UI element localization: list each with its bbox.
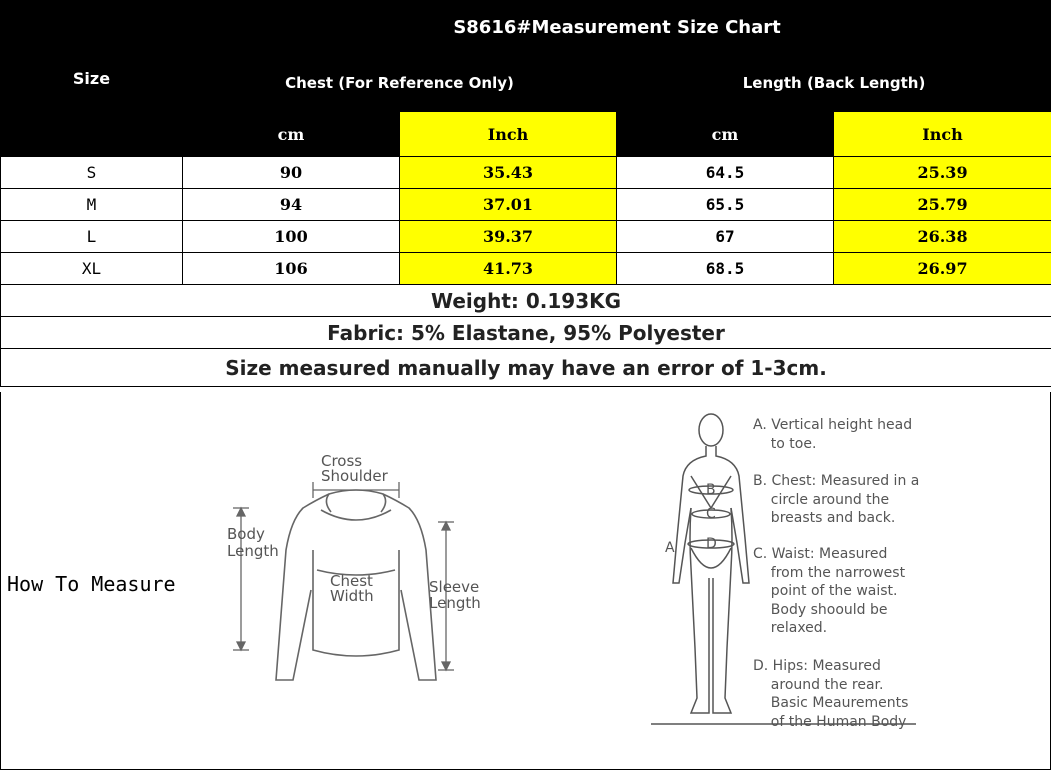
length-cm-cell: 65.5 (617, 189, 834, 221)
shirt-diagram (221, 450, 491, 690)
chest-header: Chest (For Reference Only) (183, 54, 617, 112)
chest-inch-unit: Inch (400, 112, 617, 157)
chest-cm-cell: 106 (183, 253, 400, 285)
length-cm-cell: 67 (617, 221, 834, 253)
chest-cm-cell: 94 (183, 189, 400, 221)
length-inch-cell: 25.39 (834, 157, 1051, 189)
length-cm-cell: 68.5 (617, 253, 834, 285)
size-header: Size (1, 1, 183, 157)
length-inch-cell: 26.38 (834, 221, 1051, 253)
desc-b: B. Chest: Measured in a circle around the breasts and back. (753, 473, 920, 526)
table-row (1, 157, 1051, 189)
marker-c: C (706, 506, 716, 522)
chest-width-label-2: Width (330, 587, 374, 605)
marker-d: D (706, 536, 717, 552)
chest-inch-cell: 35.43 (400, 157, 617, 189)
length-cm-unit: cm (617, 112, 834, 157)
marker-b: B (706, 482, 716, 498)
chart-title: S8616#Measurement Size Chart (183, 1, 1051, 54)
sleeve-length-label-2: Length (429, 594, 481, 612)
error-note-text: Size measured manually may have an error of 1-3cm. (1, 349, 1051, 387)
length-header: Length (Back Length) (617, 54, 1051, 112)
length-inch-cell: 26.97 (834, 253, 1051, 285)
desc-a: A. Vertical height head to toe. (753, 417, 913, 452)
chest-cm-cell: 90 (183, 157, 400, 189)
table-row (1, 189, 1051, 221)
table-row (1, 221, 1051, 253)
chest-inch-cell: 39.37 (400, 221, 617, 253)
length-inch-unit: Inch (834, 112, 1051, 157)
how-to-measure-section (0, 392, 1051, 770)
how-to-measure-label: How To Measure (7, 572, 176, 596)
body-length-label-2: Length (227, 542, 279, 560)
desc-d: D. Hips: Measured around the rear. Basic Meaurements of the Human Body (753, 658, 909, 730)
weight-text: Weight: 0.193KG (1, 285, 1051, 317)
chest-width-label-1: Chest (330, 572, 373, 590)
size-cell: S (1, 157, 183, 189)
desc-c: C. Waist: Measured from the narrowest point of the waist. Body shoould be relaxed. (753, 546, 906, 636)
chest-inch-cell: 41.73 (400, 253, 617, 285)
chest-inch-cell: 37.01 (400, 189, 617, 221)
fabric-text: Fabric: 5% Elastane, 95% Polyester (1, 317, 1051, 349)
length-inch-cell: 25.79 (834, 189, 1051, 221)
cross-shoulder-label-2: Shoulder (321, 467, 388, 485)
chest-cm-unit: cm (183, 112, 400, 157)
size-cell: XL (1, 253, 183, 285)
size-cell: M (1, 189, 183, 221)
chest-cm-cell: 100 (183, 221, 400, 253)
table-row (1, 253, 1051, 285)
sleeve-length-label-1: Sleeve (429, 578, 480, 596)
body-length-label-1: Body (227, 525, 265, 543)
cross-shoulder-label-1: Cross (321, 452, 363, 470)
marker-a: A (665, 540, 675, 556)
size-cell: L (1, 221, 183, 253)
length-cm-cell: 64.5 (617, 157, 834, 189)
